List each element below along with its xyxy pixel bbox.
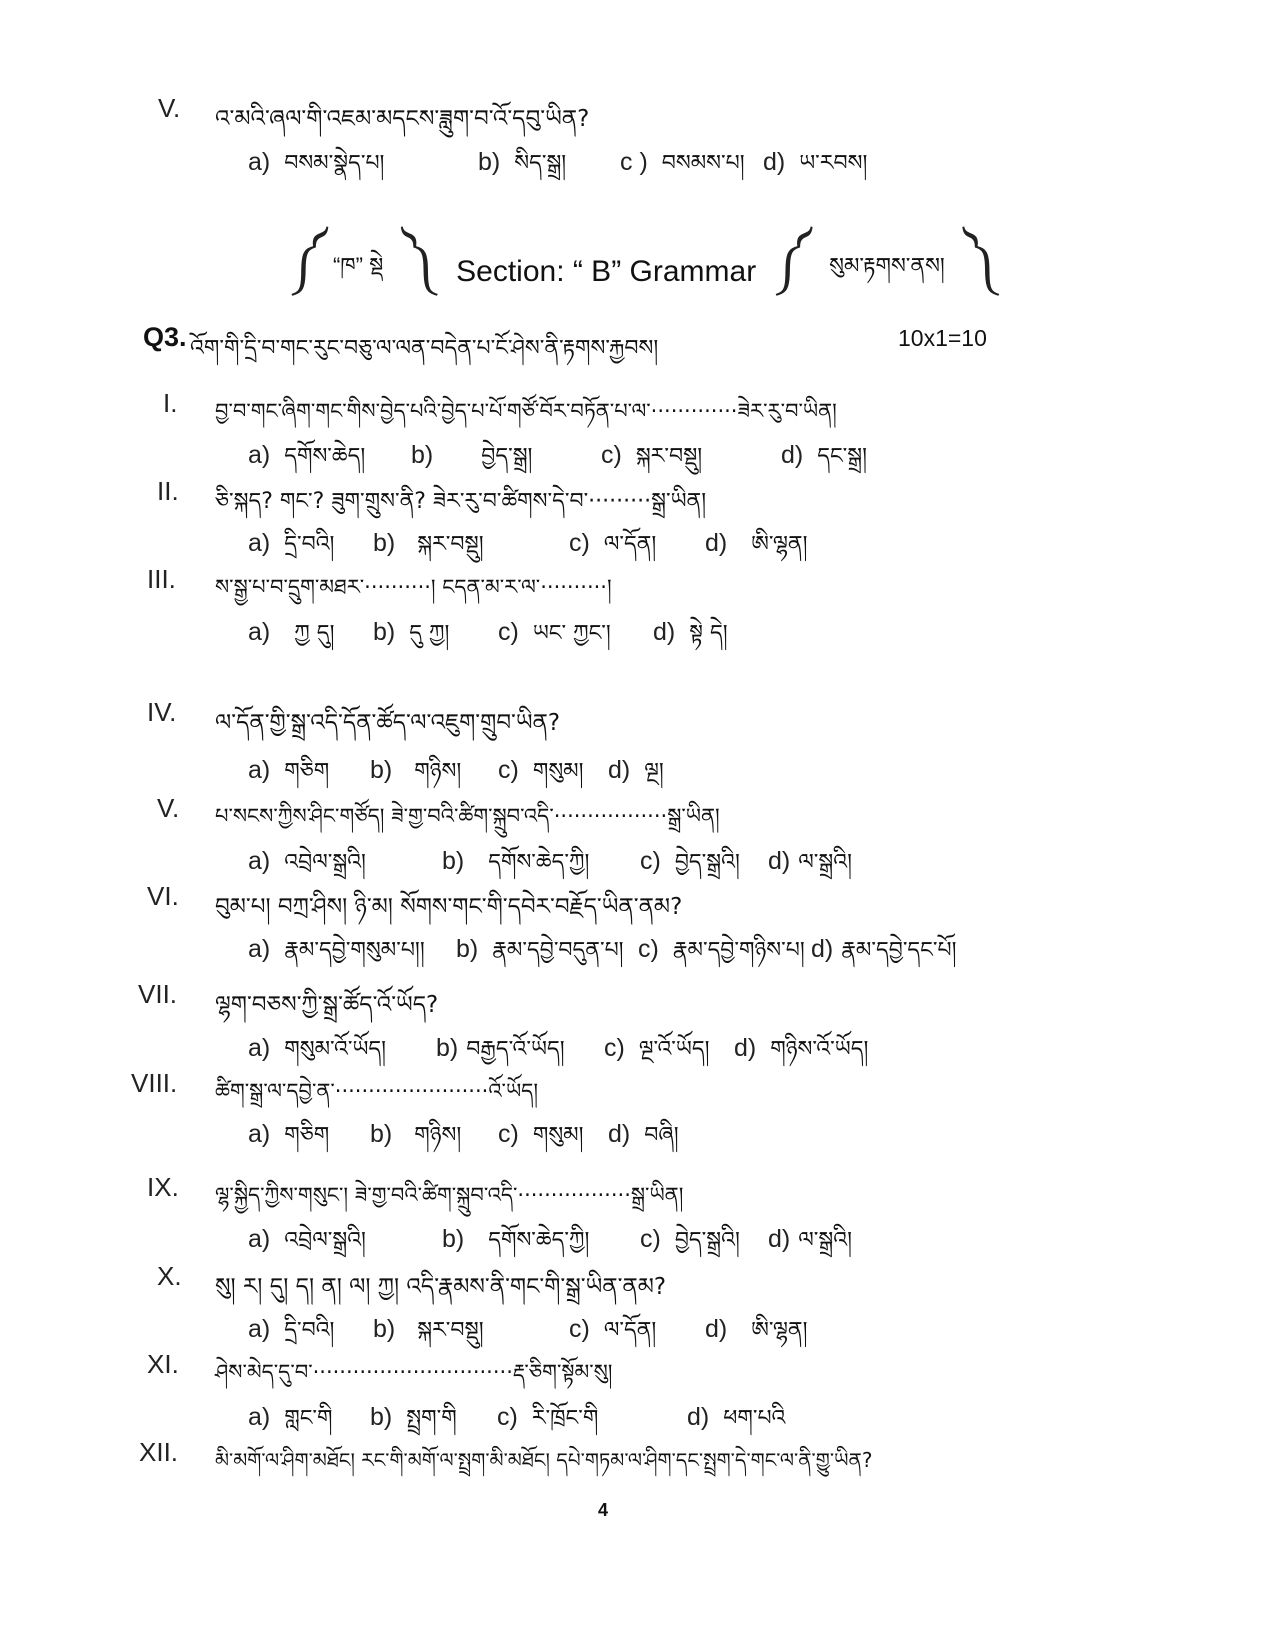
question-text: ཚིག་སྒྲ་ལ་དབྱེ་ན་·······················འོ་ཡོད། [215, 1079, 539, 1103]
option-d: d) ཨི་ལྷན། [705, 1315, 808, 1343]
option-d: d) བཞི། [608, 1120, 679, 1148]
section-english-title: Section: “ B” Grammar [456, 255, 757, 288]
marks-allocation: 10x1=10 [898, 325, 987, 351]
option-b: b) སྐར་བསྡུ། [373, 529, 484, 557]
option-b: b) སྤྲག་གི [370, 1403, 457, 1431]
option-b: b) དགོས་ཆེད་ཀྱི། [442, 1225, 590, 1253]
q3-number: Q3. [143, 322, 187, 352]
brace-close: ༽ [401, 230, 435, 285]
question-number: VIII. [131, 1068, 178, 1098]
option-b: b) གཉིས། [370, 756, 462, 784]
option-b: b) རྣམ་དབྱེ་བདུན་པ། [456, 935, 624, 963]
option-d: d) ལ་སྒྲའི། [768, 1225, 852, 1253]
option-d: d) ཡ་རབས། [763, 148, 868, 176]
option-b: b) དུ ཀྱ། [373, 618, 450, 646]
question-number: VII. [138, 979, 178, 1009]
option-c: c) ལྔ་འོ་ཡོད། [604, 1034, 710, 1062]
option-a: a) དྲི་བའི། [248, 529, 335, 557]
question-number: V. [158, 93, 181, 123]
option-d: d) སྟེ དེ། [653, 618, 728, 646]
question-number: II. [157, 476, 179, 506]
page-number: 4 [598, 1500, 609, 1520]
option-b: b) བརྒྱད་འོ་ཡོད། [436, 1034, 565, 1062]
option-b: b) བྱེད་སྒྲ། [411, 441, 533, 469]
question-text: ལ་དོན་གྱི་སྒྲ་འདི་དོན་ཚོད་ལ་འཇུག་གྲུབ་ཡིན? [215, 710, 561, 736]
option-a: a) ཀྱ དུ། [248, 618, 335, 646]
option-c: c) རྣམ་དབྱེ་གཉིས་པ། [638, 935, 805, 963]
question-text: ཅི་སྐད? གང་? ཟུག་གྲུས་ནི? ཟེར་རུ་བ་ཚིགས་དེ་བ་·········སྒྲ་ཡིན། [215, 489, 707, 514]
option-a: a) འབྲེལ་སྒྲའི། [248, 1225, 366, 1253]
option-a: a) གཅིག [248, 1120, 330, 1148]
option-c: c) སྐར་བསྡུ། [601, 441, 703, 469]
question-number: V. [157, 793, 180, 823]
question-text: ལྷ་སྐྱིད་ཀྱིས་གསུང་། ཟེ་གྱ་བའི་ཚིག་སྐྲུབ་འདི་·················སྒྲ་ཡིན། [215, 1183, 684, 1207]
question-text: བྱ་བ་གང་ཞིག་གང་གིས་བྱེད་པའི་བྱེད་པ་པོ་གཙོ་བོར་བཏོན་པ་ལ་·············ཟེར་རུ་བ་ཡིན། [215, 399, 837, 423]
option-d: d) ལྔ། [608, 756, 664, 784]
option-b: b) སིད་སྒྲ། [478, 148, 567, 176]
question-text: ལྷག་བཅས་ཀྱི་སྒྲ་ཚོད་འོ་ཡོད? [215, 992, 439, 1018]
option-d: d) གཉིས་འོ་ཡོད། [734, 1034, 869, 1062]
section-header [290, 230, 996, 300]
option-d: d) ལ་སྒྲའི། [768, 847, 852, 875]
brace-open: ༼ [774, 230, 812, 285]
option-a: a) འབྲེལ་སྒྲའི། [248, 847, 366, 875]
options-row [248, 138, 867, 200]
question-number: XI. [147, 1349, 179, 1379]
option-c: c) གསུམ། [498, 756, 584, 784]
option-c: c) བྱེད་སྒྲའི། [640, 1225, 740, 1253]
option-a: a) དྲི་བའི། [248, 1315, 335, 1343]
brace-open: ༼ [290, 230, 327, 285]
section-tib-label: “ཁ” སྡེ [332, 253, 384, 278]
option-a: a) གླང་གི [248, 1403, 333, 1431]
option-c: c) ལ་དོན། [569, 1315, 657, 1343]
question-text: བུམ་པ། བཀྲ་ཤིས། ཉི་མ། སོགས་གང་གི་དབེར་བརྗོད་ཡིན་ནམ? [215, 894, 683, 920]
question-text: པ་སངས་ཀྱིས་ཤིང་གཙོད། ཟེ་གྱ་བའི་ཚིག་སྐྲུབ་འདི་·················སྒྲ་ཡིན། [215, 804, 720, 828]
question-text: སུ། ར། དུ། ད། ན། ལ། ཀྱ། འདི་རྣམས་ནི་གང་གི་སྒྲ་ཡིན་ནམ? [215, 1274, 667, 1300]
option-d: d) ཕག་པའི [687, 1403, 786, 1431]
question-number: IX. [147, 1172, 179, 1202]
question-number: X. [157, 1261, 182, 1291]
question-text: མི་མགོ་ལ་ཤིག་མཐོང། རང་གི་མགོ་ལ་སྤྲག་མི་མཐོང། དཔེ་གཏམ་ལ་ཤིག་དང་སྤྲག་དེ་གང་ལ་ནི་གྱུ་ཡིན? [215, 1448, 873, 1472]
option-d: d) རྣམ་དབྱེ་དང་པོ། [811, 935, 957, 963]
question-number: III. [147, 564, 176, 594]
options-row [248, 1110, 679, 1172]
options-row [248, 608, 728, 670]
option-c: c) ལ་དོན། [569, 529, 657, 557]
option-a: a) བསམ་སྣེད་པ། [248, 148, 385, 176]
section-tib-title: སུམ་རྟགས་ནས། [829, 253, 945, 278]
options-row [248, 925, 956, 987]
option-c: c ) བསམས་པ། [620, 148, 745, 176]
option-c: c) རི་ཁྲོང་གི [497, 1403, 599, 1431]
option-a: a) གསུམ་འོ་ཡོད། [248, 1034, 387, 1062]
option-a: a) རྣམ་དབྱེ་གསུམ་པ།། [248, 935, 425, 963]
option-c: c) གསུམ། [498, 1120, 584, 1148]
question-number: I. [163, 388, 178, 418]
question-text: ས་སྒྱ་པ་བ་དྲུག་མཐར་··········། ངདན་མ་ར་ལ་··········། [215, 575, 612, 599]
option-a: a) དགོས་ཆེད། [248, 441, 366, 469]
option-b: b) དགོས་ཆེད་ཀྱི། [442, 847, 590, 875]
option-c: c) ཡང་ ཀྱང་། [498, 618, 611, 646]
question-text: ཤེས་མེད་དུ་བ་······························རྡ་ཅིག་སྟོམ་སུ། [215, 1360, 613, 1384]
q3-instruction: འོག་གི་དྲི་བ་གང་རུང་བཅུ་ལ་ལན་བདེན་པ་ངོ་ཤེས་ནི་རྟགས་རྐྱབས། [190, 336, 659, 361]
option-a: a) གཅིག [248, 756, 330, 784]
question-number: IV. [147, 697, 177, 727]
question-text: འ་མའི་ཞལ་གི་འཇམ་མདངས་ཟླུག་བ་འོ་དབུ་ཡིན? [215, 106, 590, 132]
question-number: VI. [147, 881, 179, 911]
option-d: d) ཨི་ལྷན། [705, 529, 808, 557]
option-c: c) བྱེད་སྒྲའི། [640, 847, 740, 875]
option-d: d) དང་སྒྲ། [781, 441, 868, 469]
option-b: b) སྐར་བསྡུ། [373, 1315, 484, 1343]
option-b: b) གཉིས། [370, 1120, 462, 1148]
brace-close: ༽ [962, 230, 996, 285]
question-number: XII. [139, 1437, 179, 1467]
